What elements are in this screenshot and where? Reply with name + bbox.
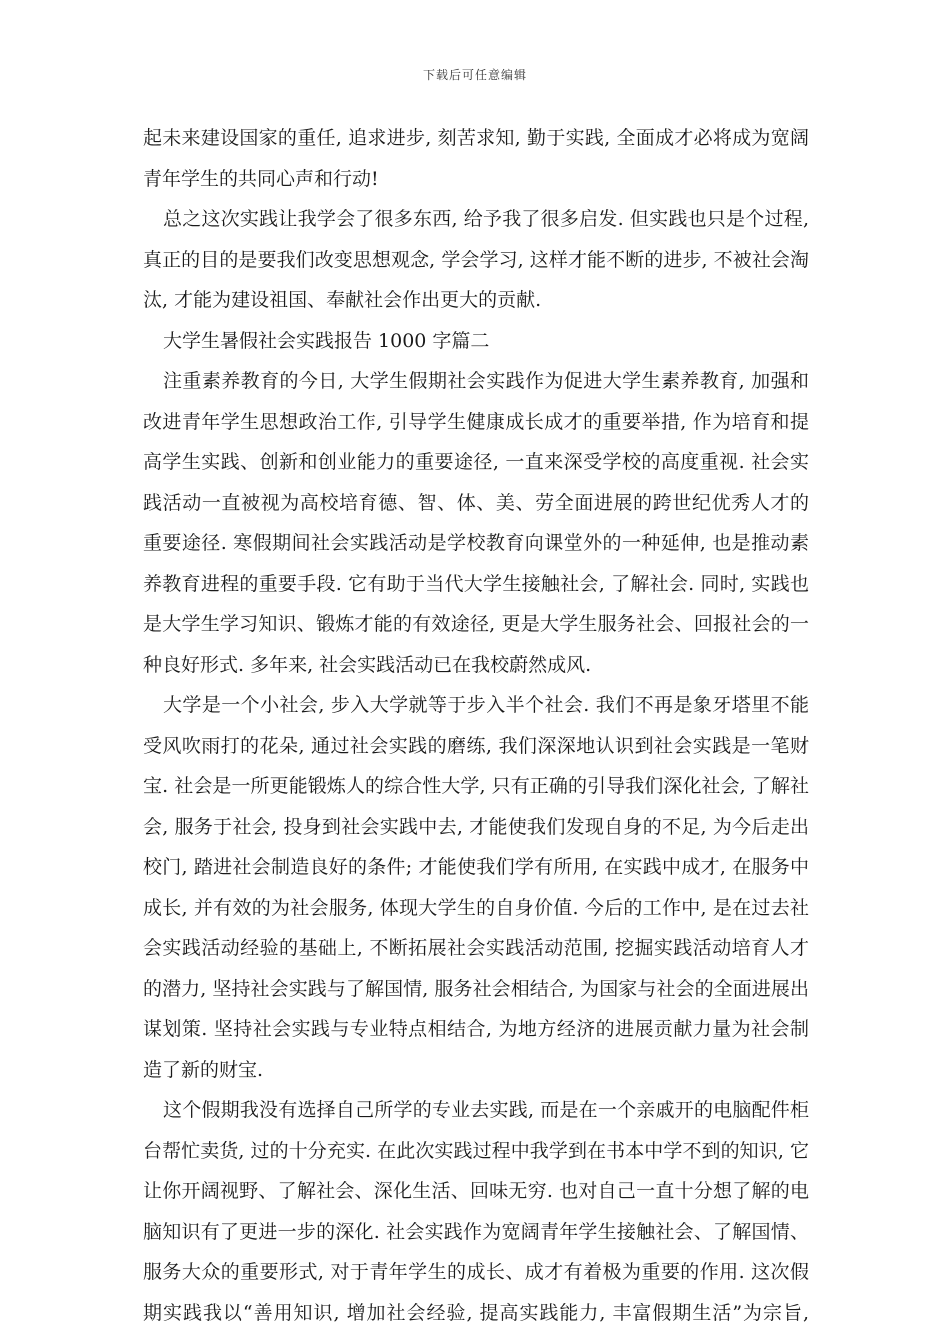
paragraph-holiday-practice — [143, 1090, 809, 1333]
text-line: 让你开阔视野、了解社会、深化生活、回味无穷. 也对自己一直十分想了解的电 — [143, 1180, 809, 1202]
text-line: 会, 服务于社会, 投身到社会实践中去, 才能使我们发现自身的不足, 为今后走出 — [143, 815, 809, 838]
text-line: 校门, 踏进社会制造良好的条件; 才能使我们学有所用, 在实践中成才, 在服务中 — [143, 856, 809, 878]
text-line: 的潜力, 坚持社会实践与了解国情, 服务社会相结合, 为国家与社会的全面进展出 — [143, 977, 809, 1000]
text-line: 台帮忙卖货, 过的十分充实. 在此次实践过程中我学到在书本中学不到的知识, 它 — [143, 1139, 809, 1162]
text-line: 是大学生学习知识、锻炼才能的有效途径, 更是大学生服务社会、回报社会的一 — [143, 613, 809, 635]
document-body — [143, 118, 809, 1333]
text-line: 大学是一个小社会, 步入大学就等于步入半个社会. 我们不再是象牙塔里不能 — [163, 694, 809, 716]
text-line: 会实践活动经验的基础上, 不断拓展社会实践活动范围, 挖掘实践活动培育人才 — [143, 937, 809, 959]
text-line: 服务大众的重要形式, 对于青年学生的成长、成才有着极为重要的作用. 这次假 — [143, 1261, 809, 1283]
text-line: 汰, 才能为建设祖国、奉献社会作出更大的贡献. — [143, 289, 542, 311]
text-line: 谋划策. 坚持社会实践与专业特点相结合, 为地方经济的进展贡献力量为社会制 — [143, 1018, 809, 1040]
text-line: 这个假期我没有选择自己所学的专业去实践, 而是在一个亲戚开的电脑配件柜 — [163, 1099, 809, 1121]
text-line: 总之这次实践让我学会了很多东西, 给予我了很多启发. 但实践也只是个过程, — [163, 208, 809, 230]
paragraph-university-society — [143, 685, 809, 1090]
text-line: 造了新的财宝. — [143, 1058, 264, 1081]
text-line: 重要途径. 寒假期间社会实践活动是学校教育向课堂外的一种延伸, 也是推动素 — [143, 532, 809, 554]
text-line: 高学生实践、创新和创业能力的重要途径, 一直来深受学校的高度重视. 社会实 — [143, 451, 809, 473]
text-line: 宝. 社会是一所更能锻炼人的综合性大学, 只有正确的引导我们深化社会, 了解社 — [143, 775, 809, 797]
paragraph-summary — [143, 199, 809, 321]
text-line: 青年学生的共同心声和行动! — [143, 167, 379, 190]
paragraph-continuation — [143, 118, 809, 199]
text-line: 种良好形式. 多年来, 社会实践活动已在我校蔚然成风. — [143, 653, 592, 676]
text-line: 脑知识有了更进一步的深化. 社会实践作为宽阔青年学生接触社会、了解国情、 — [143, 1220, 809, 1243]
text-line: 注重素养教育的今日, 大学生假期社会实践作为促进大学生素养教育, 加强和 — [163, 370, 809, 392]
text-line: 践活动一直被视为高校培育德、智、体、美、劳全面进展的跨世纪优秀人才的 — [143, 491, 809, 514]
page-header: 下载后可任意编辑 — [422, 68, 527, 82]
text-line: 期实践我以“善用知识, 增加社会经验, 提高实践能力, 丰富假期生活”为宗旨, — [143, 1301, 809, 1324]
text-line: 改进青年学生思想政治工作, 引导学生健康成长成才的重要举措, 作为培育和提 — [143, 410, 809, 433]
text-line: 起未来建设国家的重任, 追求进步, 刻苦求知, 勤于实践, 全面成才必将成为宽阔 — [143, 127, 809, 149]
paragraph-quality-education — [143, 361, 809, 685]
section-heading — [143, 321, 809, 362]
text-line: 受风吹雨打的花朵, 通过社会实践的磨练, 我们深深地认识到社会实践是一笔财 — [143, 734, 809, 757]
text-line: 真正的目的是要我们改变思想观念, 学会学习, 这样才能不断的进步, 不被社会淘 — [143, 248, 809, 271]
heading-text: 大学生暑假社会实践报告 1000 字篇二 — [163, 329, 490, 352]
text-line: 成长, 并有效的为社会服务, 体现大学生的自身价值. 今后的工作中, 是在过去社 — [143, 896, 809, 919]
text-line: 养教育进程的重要手段. 它有助于当代大学生接触社会, 了解社会. 同时, 实践也 — [143, 572, 809, 595]
